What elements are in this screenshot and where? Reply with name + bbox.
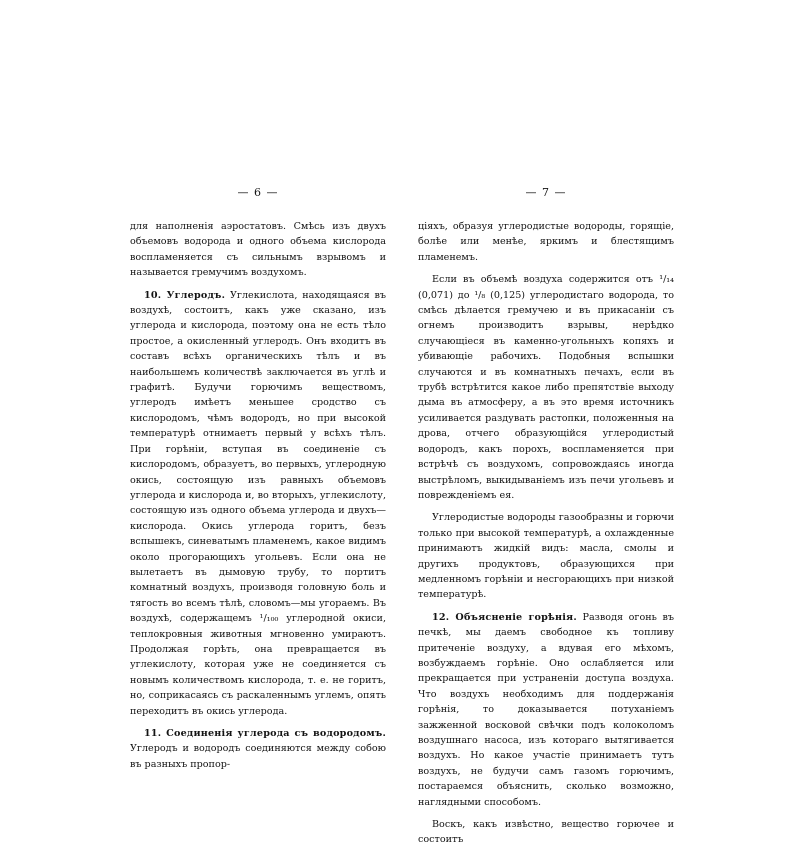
paragraph: Если въ объемѣ воздуха содержится отъ ¹/₁₄ (0,071) до ¹/₈ (0,125) углеродистаго водорода, то смѣсь дѣлается гремучею и въ прикасаніи съ огнемъ производитъ взрывы, нерѣдко случающіеся въ каменно-угольныхъ копяхъ и убивающіе рабочихъ. Подобныя вспышки случаются и въ комнатныхъ печахъ, если въ трубѣ встрѣтится какое либо препятствіе выходу дыма въ атмосферу, а въ это время источникъ усиливается раздувать растопки, положенныя на дрова, отчего образующійся углеродистый водородъ, какъ порохъ, воспламеняется при встрѣчѣ съ воздухомъ, сопровождаясь иногда выстрѣломъ, выкидываніемъ изъ печи угольевъ и поврежденіемъ ея.	[418, 274, 674, 501]
paragraph-text: Углеродъ и водородъ соединяются между собою въ разныхъ пропор-	[130, 743, 386, 770]
paragraph: ціяхъ, образуя углеродистые водороды, горящіе, болѣе или менѣе, яркимъ и блестящимъ пламенемъ.	[418, 221, 674, 263]
right-page	[418, 185, 674, 848]
paragraph-combustion	[418, 610, 674, 810]
section-heading: 11. Соединенія углерода съ водородомъ.	[144, 728, 386, 739]
page-number: — 6 —	[237, 186, 279, 199]
section-heading: 12. Объясненіе горѣнія.	[432, 611, 577, 623]
paragraph-carbon-hydrogen	[130, 726, 386, 772]
paragraph: Воскъ, какъ извѣстно, вещество горючее и состоитъ	[418, 819, 674, 846]
paragraph-text: Углекислота, находящаяся въ воздухѣ, состоитъ, какъ уже сказано, изъ углерода и кислорода, поэтому она не есть тѣло простое, а окисленный углеродъ. Онъ входитъ въ составъ всѣхъ органическихъ тѣлъ и въ наибольшемъ количествѣ заключается въ углѣ и графитѣ. Будучи горючимъ веществомъ, углеродъ имѣетъ меньшее сродство съ кислородомъ, чѣмъ водородъ, но при высокой температурѣ отнимаетъ первый у всѣхъ тѣлъ. При горѣніи, вступая въ соединеніе съ кислородомъ, образуетъ, во первыхъ, углеродную окись, состоящую изъ равныхъ объемовъ углерода и кислорода и, во вторыхъ, углекислоту, состоящую изъ одного объема углерода и двухъ—кислорода. Окись углерода горитъ, безъ вспышекъ, синеватымъ пламенемъ, какое видимъ около прогорающихъ угольевъ. Если она не вылетаетъ въ дымовую трубу, то портитъ комнатный воздухъ, производя головную боль и тягость во всемъ тѣлѣ, словомъ—мы угораемъ. Въ воздухѣ, содержащемъ ¹/₁₀₀ углеродной окиси, теплокровныя животныя мгновенно умираютъ. Продолжая горѣть, она превращается въ углекислоту, которая уже не соединяется съ новымъ количествомъ кислорода, т. е. не горитъ, но, соприкасаясь съ раскаленнымъ углемъ, опять переходитъ въ окись углерода.	[130, 289, 386, 717]
page-body	[130, 219, 386, 772]
paragraph: для наполненія аэростатовъ. Смѣсь изъ двухъ объемовъ водорода и одного объема кислорода воспламеняется съ сильнымъ взрывомъ и называется гремучимъ воздухомъ.	[130, 221, 386, 279]
page-body	[418, 219, 674, 848]
paragraph-carbon	[130, 288, 386, 719]
left-page	[130, 185, 386, 772]
paragraph: Углеродистые водороды газообразны и горючи только при высокой температурѣ, а охлажденные принимаютъ жидкій видъ: масла, смолы и другихъ продуктовъ, образующихся при медленномъ горѣніи и несгорающихъ при низкой температурѣ.	[418, 512, 674, 601]
section-heading: 10. Углеродъ.	[144, 289, 226, 301]
page-number: — 7 —	[525, 186, 567, 199]
paragraph-text: Разводя огонь въ печкѣ, мы даемъ свободное къ топливу притеченіе воздуху, а вдувая его мѣхомъ, возбуждаемъ горѣніе. Оно ослабляется или прекращается при устраненіи доступа воздуха. Что воздухъ необходимъ для поддержанія горѣнія, то доказывается потуханіемъ зажженной восковой свѣчки подъ колоколомъ воздушнаго насоса, изъ котораго вытягивается воздухъ. Но какое участіе принимаетъ тутъ воздухъ, не будучи самъ газомъ горючимъ, постараемся объяснить, сколько возможно, наглядными способомъ.	[418, 611, 674, 808]
